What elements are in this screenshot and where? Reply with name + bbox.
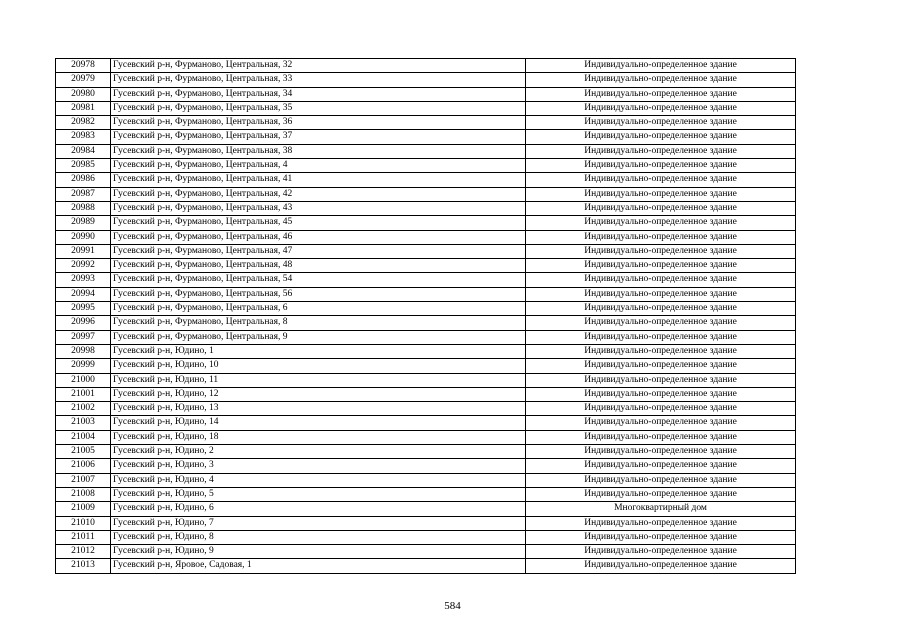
building-type-cell: Индивидуально-определенное здание [526, 330, 796, 344]
row-number-cell: 20986 [56, 173, 111, 187]
table-row [56, 130, 796, 144]
row-number-cell: 20999 [56, 359, 111, 373]
address-cell: Гусевский р-н, Фурманово, Центральная, 36 [111, 116, 526, 130]
table-row [56, 530, 796, 544]
building-type-cell: Индивидуально-определенное здание [526, 259, 796, 273]
address-cell: Гусевский р-н, Фурманово, Центральная, 38 [111, 144, 526, 158]
address-cell: Гусевский р-н, Фурманово, Центральная, 56 [111, 287, 526, 301]
document-table [55, 58, 796, 574]
address-cell: Гусевский р-н, Юдино, 3 [111, 459, 526, 473]
address-cell: Гусевский р-н, Фурманово, Центральная, 32 [111, 59, 526, 73]
table-row [56, 359, 796, 373]
building-type-cell: Индивидуально-определенное здание [526, 516, 796, 530]
table-row [56, 402, 796, 416]
table-row [56, 59, 796, 73]
address-cell: Гусевский р-н, Фурманово, Центральная, 47 [111, 244, 526, 258]
building-type-cell: Индивидуально-определенное здание [526, 159, 796, 173]
building-type-cell: Индивидуально-определенное здание [526, 244, 796, 258]
table-row [56, 445, 796, 459]
address-cell: Гусевский р-н, Фурманово, Центральная, 54 [111, 273, 526, 287]
address-cell: Гусевский р-н, Фурманово, Центральная, 35 [111, 101, 526, 115]
row-number-cell: 20988 [56, 201, 111, 215]
building-type-cell: Многоквартирный дом [526, 502, 796, 516]
address-cell: Гусевский р-н, Юдино, 5 [111, 487, 526, 501]
building-type-cell: Индивидуально-определенное здание [526, 101, 796, 115]
table-row [56, 230, 796, 244]
building-type-cell: Индивидуально-определенное здание [526, 173, 796, 187]
building-type-cell: Индивидуально-определенное здание [526, 216, 796, 230]
building-type-cell: Индивидуально-определенное здание [526, 402, 796, 416]
table-row [56, 273, 796, 287]
table-row [56, 173, 796, 187]
table-row [56, 187, 796, 201]
building-type-cell: Индивидуально-определенное здание [526, 359, 796, 373]
row-number-cell: 20982 [56, 116, 111, 130]
row-number-cell: 21009 [56, 502, 111, 516]
address-cell: Гусевский р-н, Фурманово, Центральная, 48 [111, 259, 526, 273]
building-type-cell: Индивидуально-определенное здание [526, 302, 796, 316]
table-row [56, 416, 796, 430]
address-cell: Гусевский р-н, Юдино, 18 [111, 430, 526, 444]
building-type-cell: Индивидуально-определенное здание [526, 273, 796, 287]
address-cell: Гусевский р-н, Юдино, 12 [111, 387, 526, 401]
row-number-cell: 20989 [56, 216, 111, 230]
building-type-cell: Индивидуально-определенное здание [526, 187, 796, 201]
row-number-cell: 20987 [56, 187, 111, 201]
address-cell: Гусевский р-н, Юдино, 6 [111, 502, 526, 516]
row-number-cell: 20991 [56, 244, 111, 258]
table-row [56, 473, 796, 487]
address-cell: Гусевский р-н, Фурманово, Центральная, 8 [111, 316, 526, 330]
building-type-cell: Индивидуально-определенное здание [526, 545, 796, 559]
row-number-cell: 20998 [56, 344, 111, 358]
table-row [56, 430, 796, 444]
table-row [56, 516, 796, 530]
row-number-cell: 20981 [56, 101, 111, 115]
row-number-cell: 20995 [56, 302, 111, 316]
building-type-cell: Индивидуально-определенное здание [526, 201, 796, 215]
table-row [56, 87, 796, 101]
address-cell: Гусевский р-н, Фурманово, Центральная, 46 [111, 230, 526, 244]
building-type-cell: Индивидуально-определенное здание [526, 559, 796, 573]
table-row [56, 387, 796, 401]
building-type-cell: Индивидуально-определенное здание [526, 487, 796, 501]
row-number-cell: 20984 [56, 144, 111, 158]
row-number-cell: 21001 [56, 387, 111, 401]
table-row [56, 201, 796, 215]
row-number-cell: 21012 [56, 545, 111, 559]
row-number-cell: 21004 [56, 430, 111, 444]
building-type-cell: Индивидуально-определенное здание [526, 445, 796, 459]
row-number-cell: 20990 [56, 230, 111, 244]
table-row [56, 159, 796, 173]
address-cell: Гусевский р-н, Фурманово, Центральная, 37 [111, 130, 526, 144]
row-number-cell: 21005 [56, 445, 111, 459]
address-cell: Гусевский р-н, Юдино, 4 [111, 473, 526, 487]
row-number-cell: 20996 [56, 316, 111, 330]
building-type-cell: Индивидуально-определенное здание [526, 373, 796, 387]
address-cell: Гусевский р-н, Юдино, 9 [111, 545, 526, 559]
building-type-cell: Индивидуально-определенное здание [526, 387, 796, 401]
row-number-cell: 20994 [56, 287, 111, 301]
address-cell: Гусевский р-н, Юдино, 1 [111, 344, 526, 358]
building-type-cell: Индивидуально-определенное здание [526, 116, 796, 130]
address-cell: Гусевский р-н, Фурманово, Центральная, 45 [111, 216, 526, 230]
address-cell: Гусевский р-н, Юдино, 2 [111, 445, 526, 459]
row-number-cell: 20993 [56, 273, 111, 287]
table-row [56, 559, 796, 573]
address-cell: Гусевский р-н, Фурманово, Центральная, 34 [111, 87, 526, 101]
row-number-cell: 21013 [56, 559, 111, 573]
row-number-cell: 21006 [56, 459, 111, 473]
table-row [56, 101, 796, 115]
row-number-cell: 21003 [56, 416, 111, 430]
table-row [56, 302, 796, 316]
row-number-cell: 21010 [56, 516, 111, 530]
row-number-cell: 21000 [56, 373, 111, 387]
building-type-cell: Индивидуально-определенное здание [526, 316, 796, 330]
row-number-cell: 20980 [56, 87, 111, 101]
address-cell: Гусевский р-н, Юдино, 13 [111, 402, 526, 416]
table-row [56, 545, 796, 559]
page-number: 584 [444, 600, 461, 612]
table-row [56, 373, 796, 387]
table-row [56, 502, 796, 516]
row-number-cell: 21002 [56, 402, 111, 416]
table-row [56, 244, 796, 258]
address-cell: Гусевский р-н, Юдино, 7 [111, 516, 526, 530]
table-row [56, 259, 796, 273]
address-cell: Гусевский р-н, Яровое, Садовая, 1 [111, 559, 526, 573]
address-cell: Гусевский р-н, Фурманово, Центральная, 42 [111, 187, 526, 201]
table-row [56, 287, 796, 301]
row-number-cell: 21011 [56, 530, 111, 544]
row-number-cell: 21007 [56, 473, 111, 487]
building-type-cell: Индивидуально-определенное здание [526, 73, 796, 87]
table-row [56, 330, 796, 344]
building-type-cell: Индивидуально-определенное здание [526, 59, 796, 73]
table-body [56, 59, 796, 574]
address-cell: Гусевский р-н, Юдино, 11 [111, 373, 526, 387]
table-row [56, 459, 796, 473]
address-cell: Гусевский р-н, Юдино, 14 [111, 416, 526, 430]
address-cell: Гусевский р-н, Фурманово, Центральная, 6 [111, 302, 526, 316]
table-row [56, 344, 796, 358]
table-row [56, 144, 796, 158]
row-number-cell: 20997 [56, 330, 111, 344]
building-type-cell: Индивидуально-определенное здание [526, 287, 796, 301]
address-cell: Гусевский р-н, Фурманово, Центральная, 33 [111, 73, 526, 87]
address-cell: Гусевский р-н, Фурманово, Центральная, 9 [111, 330, 526, 344]
address-cell: Гусевский р-н, Фурманово, Центральная, 4 [111, 159, 526, 173]
address-cell: Гусевский р-н, Фурманово, Центральная, 43 [111, 201, 526, 215]
table-row [56, 116, 796, 130]
table-row [56, 316, 796, 330]
building-type-cell: Индивидуально-определенное здание [526, 430, 796, 444]
table-row [56, 487, 796, 501]
building-type-cell: Индивидуально-определенное здание [526, 459, 796, 473]
building-type-cell: Индивидуально-определенное здание [526, 473, 796, 487]
building-type-cell: Индивидуально-определенное здание [526, 130, 796, 144]
building-type-cell: Индивидуально-определенное здание [526, 530, 796, 544]
row-number-cell: 20978 [56, 59, 111, 73]
building-type-cell: Индивидуально-определенное здание [526, 144, 796, 158]
row-number-cell: 20992 [56, 259, 111, 273]
row-number-cell: 20979 [56, 73, 111, 87]
address-cell: Гусевский р-н, Фурманово, Центральная, 41 [111, 173, 526, 187]
building-type-cell: Индивидуально-определенное здание [526, 230, 796, 244]
row-number-cell: 20985 [56, 159, 111, 173]
table-row [56, 73, 796, 87]
building-type-cell: Индивидуально-определенное здание [526, 344, 796, 358]
row-number-cell: 20983 [56, 130, 111, 144]
table-row [56, 216, 796, 230]
address-cell: Гусевский р-н, Юдино, 8 [111, 530, 526, 544]
row-number-cell: 21008 [56, 487, 111, 501]
building-type-cell: Индивидуально-определенное здание [526, 87, 796, 101]
address-cell: Гусевский р-н, Юдино, 10 [111, 359, 526, 373]
building-type-cell: Индивидуально-определенное здание [526, 416, 796, 430]
